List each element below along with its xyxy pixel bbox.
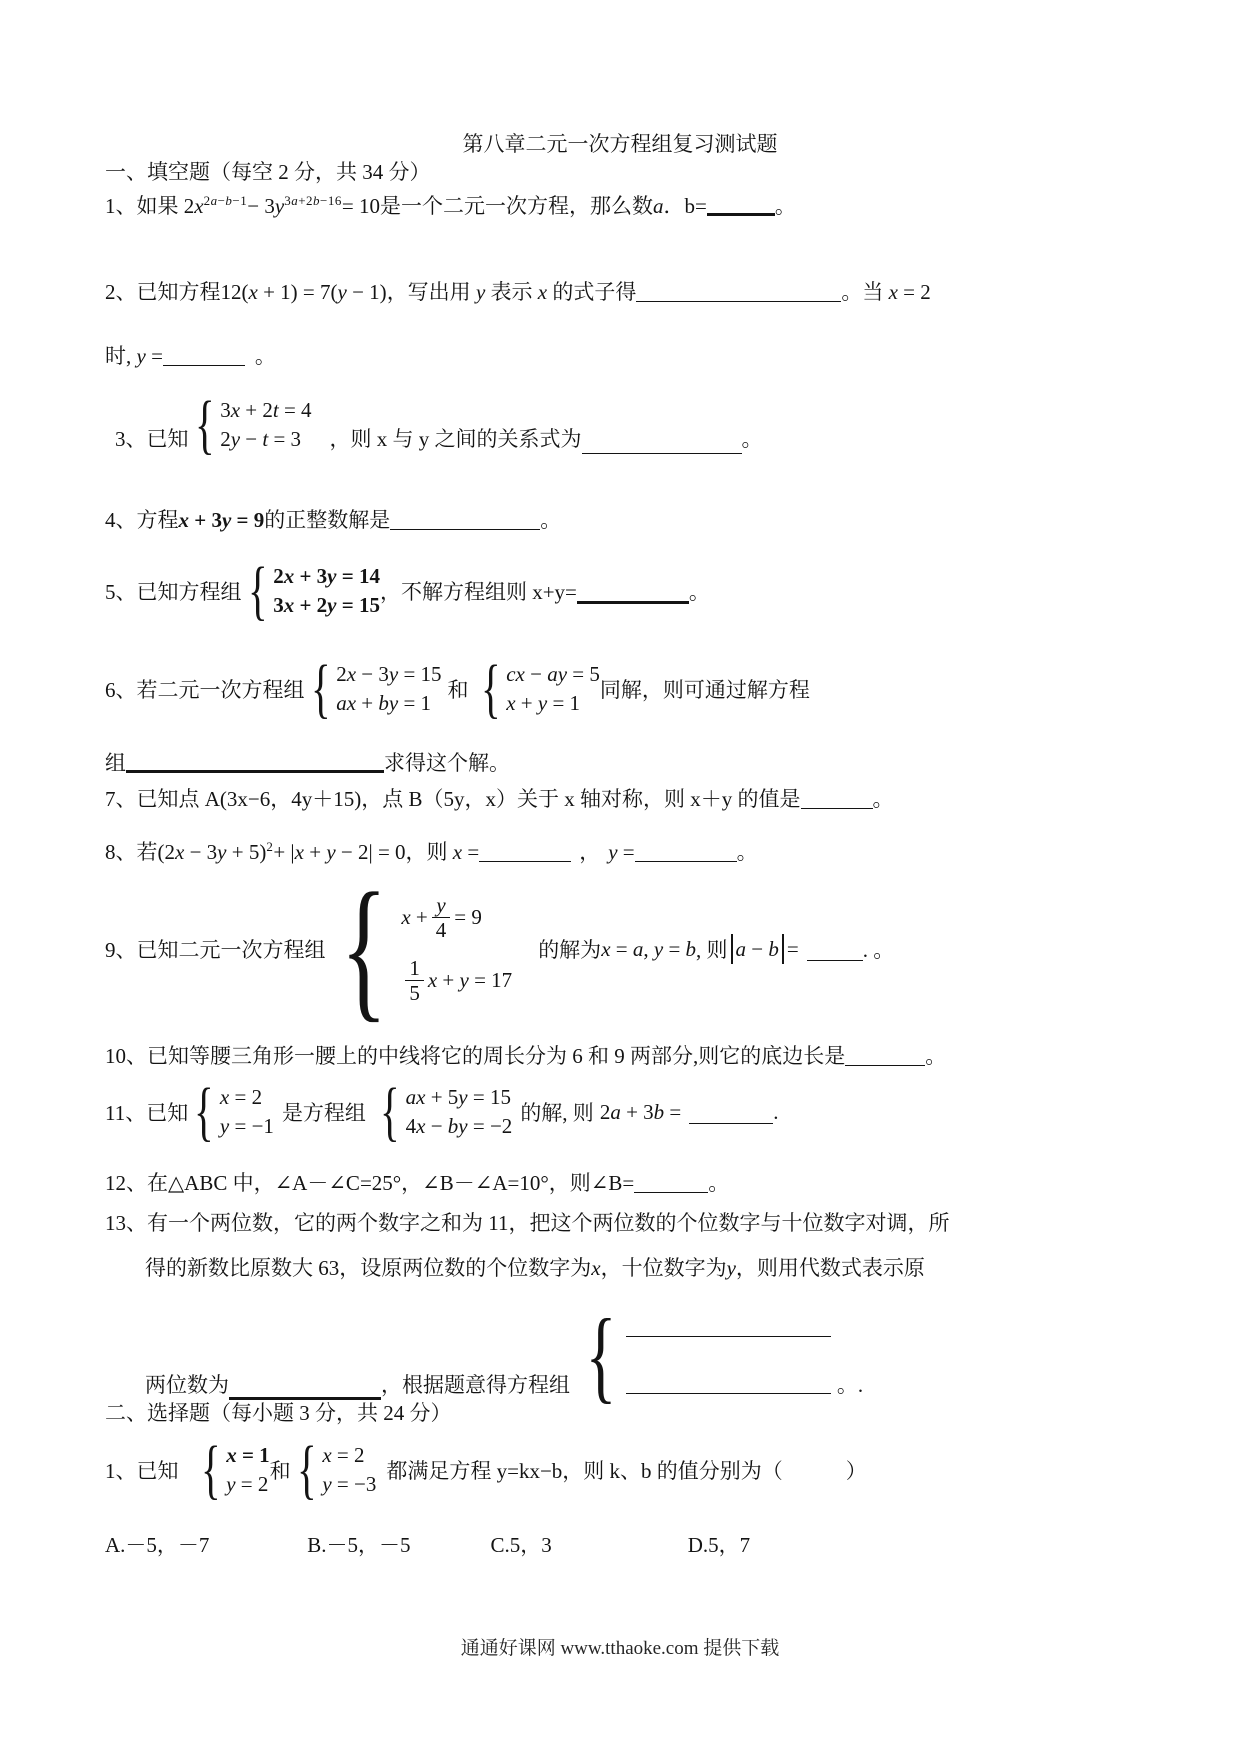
- section1-heading: 一、填空题（每空 2 分，共 34 分）: [105, 160, 431, 184]
- q2-line2-text: 时,: [105, 344, 137, 368]
- page-title: 第八章二元一次方程组复习测试题: [462, 132, 778, 156]
- q1-answer-blank: [707, 191, 775, 216]
- q2-answer-blank: [636, 279, 841, 302]
- q2-line2-end: 。: [254, 344, 276, 368]
- q10-text: 10、已知等腰三角形一腰上的中线将它的周长分为 6 和 9 两部分,则它的底边长是: [105, 1044, 846, 1068]
- q11-text-2: 是方程组: [281, 1101, 366, 1125]
- q9-equation-1: [401, 893, 512, 942]
- question-13-line3: [145, 1298, 864, 1413]
- q6-line2-text: 组: [105, 751, 126, 775]
- q9-eq1-denominator: 4: [432, 917, 451, 942]
- question-13-line2: [145, 1252, 925, 1282]
- q9-eq2-numerator: 1: [409, 956, 420, 981]
- q3-left-brace: {: [194, 387, 215, 461]
- q2-line2-y-equals: y =: [136, 344, 163, 368]
- q11-system2-equation-1: ax + 5y = 15: [405, 1085, 511, 1109]
- q8-text-2: ，则: [405, 840, 453, 864]
- q8-expression: (2x − 3y + 5): [157, 840, 267, 864]
- q11-system1-equation-1: x = 2: [219, 1085, 263, 1109]
- q9-abs-bar-right: [782, 934, 784, 964]
- q13-blank-system: [576, 1298, 831, 1413]
- q2-var-y: y: [475, 280, 486, 304]
- q13-system-blank-1: [626, 1313, 831, 1342]
- q5-end: 。: [688, 580, 710, 604]
- section2-heading: 二、选择题（每小题 3 分，共 24 分）: [105, 1401, 452, 1425]
- q13-var-y: y: [726, 1256, 736, 1280]
- q5-left-brace: {: [247, 553, 268, 627]
- cq1-text-and: 和: [269, 1459, 291, 1483]
- q11-text: 11、已知: [105, 1101, 189, 1125]
- q11-equation-system: [374, 1074, 513, 1148]
- q4-equation: x + 3y = 9: [178, 508, 265, 532]
- q3-equation-2: 2y − t = 3: [220, 427, 302, 451]
- question-11: [105, 1074, 779, 1148]
- question-4: [105, 504, 561, 534]
- q10-answer-blank: [845, 1043, 925, 1066]
- question-5: [105, 553, 710, 627]
- cq1-text-2: 都满足方程 y=kx−b，则 k、b 的值分别为（ ）: [386, 1459, 867, 1483]
- q11-solution-system: [188, 1074, 274, 1148]
- choice-options: [105, 1529, 750, 1559]
- q8-blank-x: [479, 839, 571, 862]
- q8-blank-y: [635, 839, 737, 862]
- q11-system1-equation-2: y = −1: [219, 1114, 274, 1138]
- question-3: [115, 387, 763, 461]
- q5-text-2: ，不解方程组则 x+y=: [379, 580, 577, 604]
- q9-abs-bar-left: [731, 934, 733, 964]
- cq1-system2-equation-1: x = 2: [322, 1443, 365, 1467]
- q5-equation-2: 3x + 2y = 15: [273, 593, 380, 617]
- q12-end: 。: [708, 1171, 730, 1195]
- option-d: D.5，7: [687, 1533, 751, 1557]
- q1-end: 。: [774, 194, 796, 218]
- cq1-system1-equation-2: y = 2: [226, 1472, 269, 1496]
- q8-end: 。: [736, 840, 758, 864]
- q9-eq1-numerator: y: [436, 893, 446, 918]
- q6-system2-equation-2: x + y = 1: [506, 691, 581, 715]
- q4-end: 。: [540, 508, 562, 532]
- q6-system1-equation-2: ax + by = 1: [336, 691, 432, 715]
- question-8: [105, 836, 758, 866]
- q1-text-3: ．b=: [663, 194, 707, 218]
- q5-text: 5、已知方程组: [105, 580, 242, 604]
- q6-system-1: [305, 651, 442, 725]
- question-12: [105, 1167, 729, 1197]
- footer-watermark: 通通好课网 www.tthaoke.com 提供下载: [460, 1638, 780, 1659]
- q12-text: 12、在△ABC 中，∠A－∠C=25°，∠B－∠A=10°，则∠B=: [105, 1171, 635, 1195]
- q13-end: 。.: [836, 1373, 864, 1398]
- q7-end: 。: [872, 787, 894, 811]
- q9-eq1-right: = 9: [454, 905, 482, 930]
- q9-eq2-right: x + y = 17: [427, 968, 513, 993]
- question-13-line1: [105, 1207, 949, 1237]
- q2-text: 2、已知方程: [105, 280, 221, 304]
- q2-text-4: 的式子得: [547, 280, 637, 304]
- cq1-system-1: [195, 1432, 270, 1506]
- q12-answer-blank: [634, 1170, 708, 1193]
- q11-system1-brace: {: [194, 1074, 214, 1148]
- q6-text-and: 和: [447, 678, 469, 702]
- q2-var-x: x: [537, 280, 548, 304]
- q6-system1-equation-1: 2x − 3y = 15: [336, 662, 442, 686]
- q9-eq1-left: x +: [401, 905, 428, 930]
- q9-text-3: , 则: [696, 938, 728, 963]
- q1-exponent-2: 3a+2b−16: [284, 193, 342, 208]
- q1-text-2: 是一个二元一次方程，那么数: [379, 194, 653, 218]
- q11-expression: 2a + 3b =: [599, 1099, 682, 1124]
- q7-answer-blank: [801, 786, 873, 809]
- question-7: [105, 783, 894, 813]
- q9-solution: x = a, y = b: [601, 936, 697, 961]
- q7-text: 7、已知点 A(3x−6，4y＋15)，点 B（5y，x）关于 x 轴对称，则 x＋y 的值是: [105, 787, 801, 811]
- q11-system2-equation-2: 4x − by = −2: [405, 1114, 513, 1138]
- question-6-line2: [105, 747, 510, 777]
- q13-left-brace: {: [585, 1298, 617, 1413]
- q2-equation: 12(x + 1) = 7(y − 1): [220, 280, 387, 304]
- q11-answer-blank: [689, 1100, 773, 1123]
- q9-answer-blank: [807, 938, 863, 961]
- q11-text-3: 的解, 则: [520, 1101, 594, 1125]
- q8-exponent: 2: [266, 839, 274, 854]
- q3-end: 。: [741, 427, 763, 451]
- option-c: C.5，3: [490, 1533, 552, 1557]
- q6-system2-brace: {: [480, 651, 501, 725]
- q2-text-2: ，写出用: [386, 280, 476, 304]
- q13-text-line1: 13、有一个两位数，它的两个数字之和为 11，把这个两位数的个位数字与十位数字对调，所: [105, 1211, 950, 1235]
- q3-text: 3、已知: [115, 427, 189, 451]
- q5-equation-system: [242, 553, 380, 627]
- q9-left-brace: {: [339, 861, 387, 1036]
- q4-text-2: 的正整数解是: [264, 508, 391, 532]
- q5-answer-blank: [577, 578, 689, 603]
- q10-end: 。: [925, 1044, 947, 1068]
- question-9: [105, 861, 895, 1036]
- cq1-system2-brace: {: [296, 1432, 317, 1506]
- q6-line2-text-2: 求得这个解。: [384, 751, 510, 775]
- question-2-line2: [105, 340, 276, 370]
- q9-eq2-denominator: 5: [405, 980, 424, 1005]
- question-10: [105, 1040, 946, 1070]
- q1-var-y: y: [274, 194, 285, 218]
- q6-system-2: [475, 651, 600, 725]
- q13-text-line2: 得的新数比原数大 63，设原两位数的个位数字为: [145, 1256, 592, 1280]
- q1-var-a: a: [652, 194, 664, 218]
- q9-eq1-fraction: [432, 893, 451, 942]
- choice-question-1: [105, 1432, 867, 1506]
- q8-y-equals: y =: [608, 840, 635, 864]
- q9-equation-system: [326, 861, 513, 1036]
- q5-equation-1: 2x + 3y = 14: [273, 564, 380, 588]
- q3-equation-1: 3x + 2t = 4: [220, 398, 312, 422]
- cq1-system2-equation-2: y = −3: [322, 1472, 377, 1496]
- q13-var-x: x: [591, 1256, 601, 1280]
- q9-equals: =: [786, 936, 799, 961]
- q6-text: 6、若二元一次方程组: [105, 678, 305, 702]
- q1-text: 1、如果 2: [105, 194, 195, 218]
- q3-equation-system: [189, 387, 312, 461]
- q6-system1-brace: {: [310, 651, 331, 725]
- q13-text-line3: 两位数为: [145, 1373, 229, 1398]
- question-2: [105, 276, 931, 306]
- q2-text-3: 表示: [485, 280, 538, 304]
- q13-system-blank-2: [626, 1370, 831, 1399]
- q3-text-2: ，则 x 与 y 之间的关系式为: [329, 427, 582, 451]
- cq1-system-2: [291, 1432, 377, 1506]
- q13-text-line2b: ，十位数字为: [600, 1256, 727, 1280]
- q13-text-line2c: ，则用代数式表示原: [735, 1256, 925, 1280]
- q8-expression-2: + |x + y − 2| = 0: [273, 840, 406, 864]
- q9-equation-2: [401, 956, 512, 1005]
- q9-end: . 。: [862, 938, 895, 963]
- cq1-text: 1、已知: [105, 1459, 179, 1483]
- q9-text-2: 的解为: [538, 938, 602, 963]
- q8-text: 8、若: [105, 840, 158, 864]
- q1-exponent-1: 2a−b−1: [203, 193, 248, 208]
- q6-text-2: 同解，则可通过解方程: [599, 678, 810, 702]
- q11-system2-brace: {: [379, 1074, 400, 1148]
- q2-text-5: 。当: [841, 280, 889, 304]
- q1-equals: = 10: [341, 194, 380, 218]
- q6-system2-equation-1: cx − ay = 5: [506, 662, 600, 686]
- q6-line2-blank: [126, 748, 384, 773]
- option-b: B.－5，－5: [307, 1533, 411, 1557]
- option-a: A.－5，－7: [105, 1533, 210, 1557]
- q8-x-equals: x =: [452, 840, 480, 864]
- q3-answer-blank: [582, 431, 742, 454]
- cq1-system1-equation-1: x = 1: [226, 1443, 270, 1467]
- q13-text-line3b: ，根据题意得方程组: [381, 1373, 570, 1398]
- q11-end: .: [773, 1099, 779, 1124]
- q9-text: 9、已知二元一次方程组: [105, 938, 326, 963]
- q1-var-x: x: [194, 194, 204, 218]
- q9-abs-expression: a − b: [735, 936, 779, 961]
- question-1: [105, 190, 796, 220]
- q8-comma: ，: [579, 840, 601, 864]
- q1-minus: − 3: [247, 194, 275, 218]
- question-6: [105, 651, 810, 725]
- q9-eq2-fraction: [405, 956, 424, 1005]
- q2-line2-blank: [163, 343, 245, 366]
- q4-text: 4、方程: [105, 508, 179, 532]
- cq1-system1-brace: {: [200, 1432, 221, 1506]
- q4-answer-blank: [390, 507, 540, 530]
- q2-condition: x = 2: [888, 280, 931, 304]
